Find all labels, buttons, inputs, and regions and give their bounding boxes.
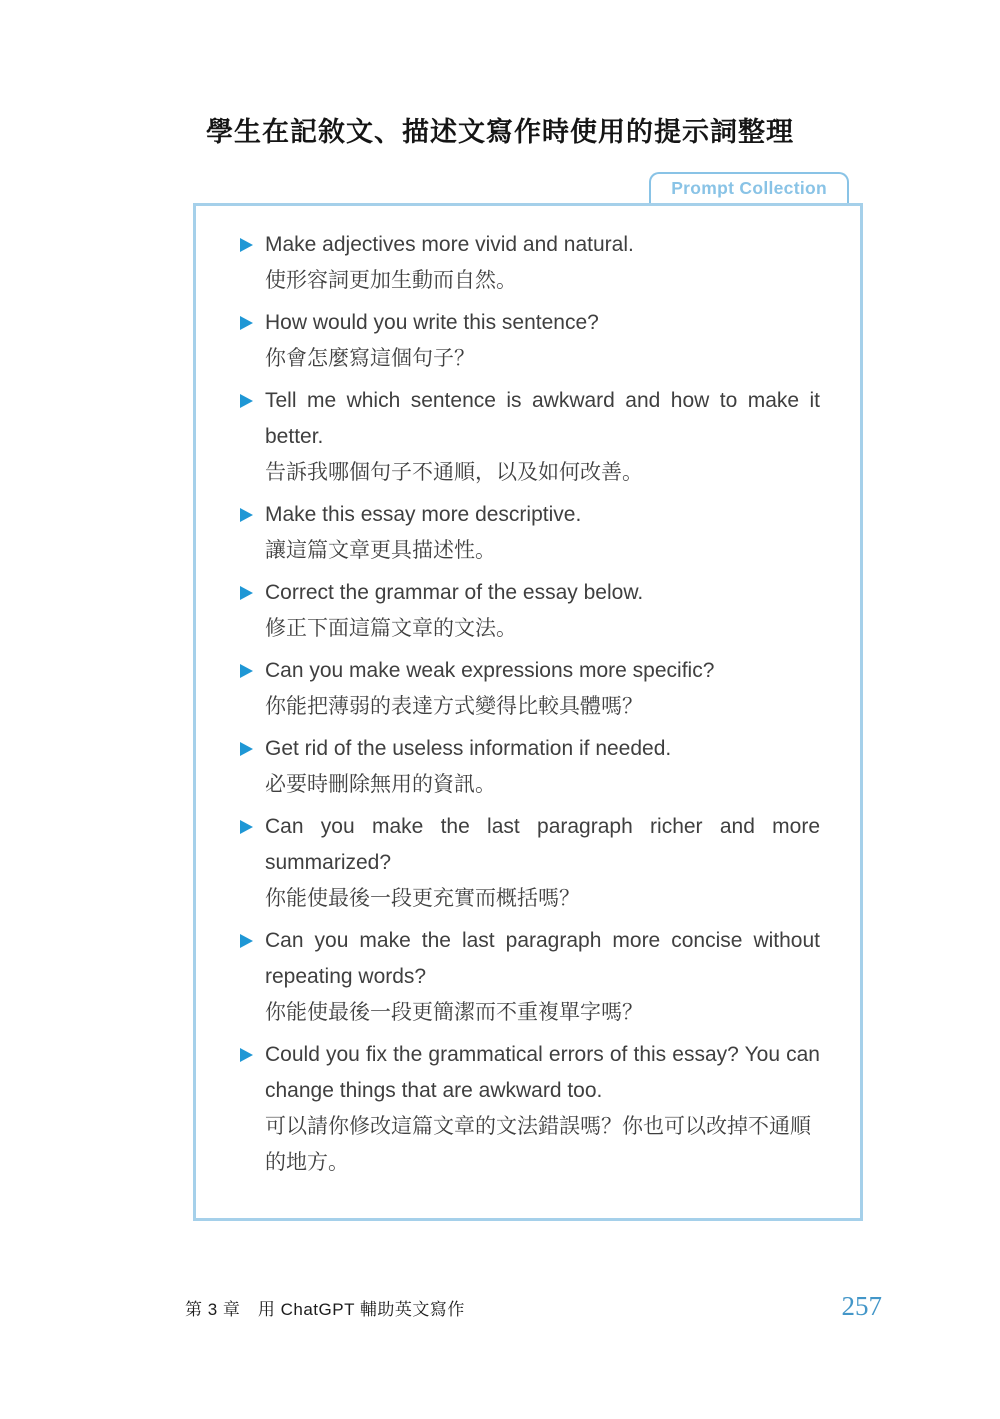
list-item xyxy=(240,809,820,917)
chapter-label: 第 3 章 用 ChatGPT 輔助英文寫作 xyxy=(185,1300,465,1319)
prompt-chinese: 讓這篇文章更具描述性。 xyxy=(265,539,496,562)
triangle-bullet-icon xyxy=(240,820,253,834)
list-item xyxy=(240,731,820,803)
list-item xyxy=(240,923,820,1031)
prompt-chinese: 你能把薄弱的表達方式變得比較具體嗎？ xyxy=(265,695,643,718)
page-footer xyxy=(185,1291,882,1322)
triangle-bullet-icon xyxy=(240,664,253,678)
list-item xyxy=(240,227,820,299)
prompt-english: How would you write this sentence? xyxy=(265,311,599,334)
prompt-chinese: 你能使最後一段更簡潔而不重複單字嗎？ xyxy=(265,1001,643,1024)
triangle-bullet-icon xyxy=(240,1048,253,1062)
triangle-bullet-icon xyxy=(240,586,253,600)
prompt-chinese: 修正下面這篇文章的文法。 xyxy=(265,617,517,640)
prompt-english: Can you make the last paragraph richer and more summarized? xyxy=(265,815,820,874)
prompt-collection-panel xyxy=(193,203,863,1221)
triangle-bullet-icon xyxy=(240,316,253,330)
triangle-bullet-icon xyxy=(240,394,253,408)
prompt-list xyxy=(240,227,820,1181)
list-item xyxy=(240,497,820,569)
prompt-chinese: 必要時刪除無用的資訊。 xyxy=(265,773,496,796)
prompt-collection-badge xyxy=(649,172,849,203)
prompt-chinese: 使形容詞更加生動而自然。 xyxy=(265,269,517,292)
page-number: 257 xyxy=(841,1291,882,1321)
prompt-collection-badge-label: Prompt Collection xyxy=(671,178,827,198)
prompt-english: Can you make the last paragraph more concise without repeating words? xyxy=(265,929,820,988)
page-title: 學生在記敘文、描述文寫作時使用的提示詞整理 xyxy=(206,117,794,147)
triangle-bullet-icon xyxy=(240,238,253,252)
prompt-english: Get rid of the useless information if needed. xyxy=(265,737,672,760)
prompt-english: Make this essay more descriptive. xyxy=(265,503,582,526)
prompt-english: Can you make weak expressions more specific? xyxy=(265,659,715,682)
triangle-bullet-icon xyxy=(240,508,253,522)
prompt-english: Tell me which sentence is awkward and how to make it better. xyxy=(265,389,820,448)
list-item xyxy=(240,383,820,491)
list-item xyxy=(240,653,820,725)
list-item xyxy=(240,1037,820,1181)
prompt-chinese: 可以請你修改這篇文章的文法錯誤嗎？你也可以改掉不通順的地方。 xyxy=(265,1115,811,1174)
list-item xyxy=(240,575,820,647)
triangle-bullet-icon xyxy=(240,934,253,948)
prompt-collection-section xyxy=(193,178,863,1221)
prompt-english: Make adjectives more vivid and natural. xyxy=(265,233,634,256)
prompt-chinese: 你會怎麼寫這個句子？ xyxy=(265,347,475,370)
triangle-bullet-icon xyxy=(240,742,253,756)
prompt-english: Correct the grammar of the essay below. xyxy=(265,581,644,604)
prompt-chinese: 告訴我哪個句子不通順，以及如何改善。 xyxy=(265,461,643,484)
list-item xyxy=(240,305,820,377)
prompt-chinese: 你能使最後一段更充實而概括嗎？ xyxy=(265,887,580,910)
prompt-english: Could you fix the grammatical errors of this essay? You can change things that are awkward too. xyxy=(265,1043,820,1102)
